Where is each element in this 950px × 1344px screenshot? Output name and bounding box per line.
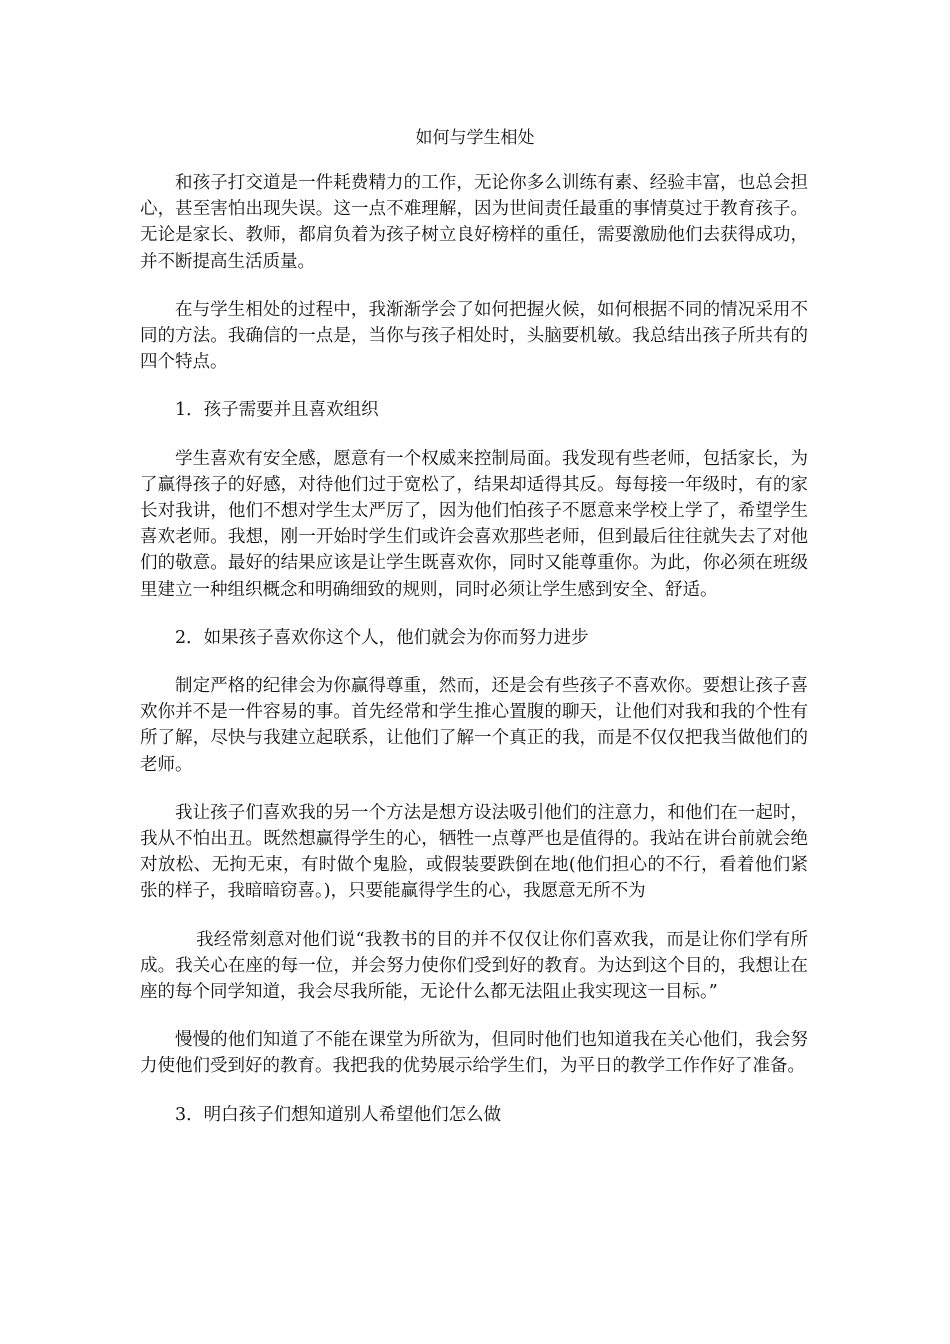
document-title: 如何与学生相处	[415, 128, 535, 148]
section-heading-1: 1．孩子需要并且喜欢组织	[175, 400, 379, 421]
paragraph-intro: 和孩子打交道是一件耗费精力的工作，无论你多么训练有素、经验丰富，也总会担心，甚至害怕出现失误。这一点不难理解，因为世间责任最重的事情莫过于教育孩子。无论是家长、教师，都肩负着为孩子树立良好榜样的重任，需要激励他们去获得成功，并不断提高生活质量。	[140, 173, 808, 272]
paragraph-approach: 在与学生相处的过程中，我渐渐学会了如何把握火候，如何根据不同的情况采用不同的方法。我确信的一点是，当你与孩子相处时，头脑要机敏。我总结出孩子所共有的四个特点。	[140, 299, 808, 373]
section-heading-2: 2．如果孩子喜欢你这个人，他们就会为你而努力进步	[175, 627, 589, 648]
document-body	[140, 170, 808, 1150]
paragraph-quote: 我经常刻意对他们说“我教书的目的并不仅仅让你们喜欢我，而是让你们学有所成。我关心在座的每一位，并会努力使你们受到好的教育。为达到这个目的，我想让在座的每个同学知道，我会尽我所能，无论什么都无法阻止我实现这一目标。”	[140, 929, 808, 1003]
section-heading-3: 3．明白孩子们想知道别人希望他们怎么做	[175, 1104, 502, 1125]
paragraph-progress: 慢慢的他们知道了不能在课堂为所欲为，但同时他们也知道我在关心他们，我会努力使他们受到好的教育。我把我的优势展示给学生们，为平日的教学工作作好了准备。	[140, 1030, 808, 1077]
paragraph-attention: 我让孩子们喜欢我的另一个方法是想方设法吸引他们的注意力，和他们在一起时，我从不怕出丑。既然想赢得学生的心，牺牲一点尊严也是值得的。我站在讲台前就会绝对放松、无拘无束，有时做个鬼脸，或假装要跌倒在地(他们担心的不行，看着他们紧张的样子，我暗暗窃喜。)，只要能赢得学生的心，我愿意无所不为	[140, 802, 808, 902]
paragraph-organization: 学生喜欢有安全感，愿意有一个权威来控制局面。我发现有些老师，包括家长，为了赢得孩子的好感，对待他们过于宽松了，结果却适得其反。每每接一年级时，有的家长对我讲，他们不想对学生太严厉了，因为他们怕孩子不愿意来学校上学了，希望学生喜欢老师。我想，刚一开始时学生们或许会喜欢那些老师，但到最后往往就失去了对他们的敬意。最好的结果应该是让学生既喜欢你，同时又能尊重你。为此，你必须在班级里建立一种组织概念和明确细致的规则，同时必须让学生感到安全、舒适。	[140, 448, 808, 600]
paragraph-discipline: 制定严格的纪律会为你赢得尊重，然而，还是会有些孩子不喜欢你。要想让孩子喜欢你并不是一件容易的事。首先经常和学生推心置腹的聊天，让他们对我和我的个性有所了解，尽快与我建立起联系，让他们了解一个真正的我，而是不仅仅把我当做他们的老师。	[140, 676, 808, 775]
